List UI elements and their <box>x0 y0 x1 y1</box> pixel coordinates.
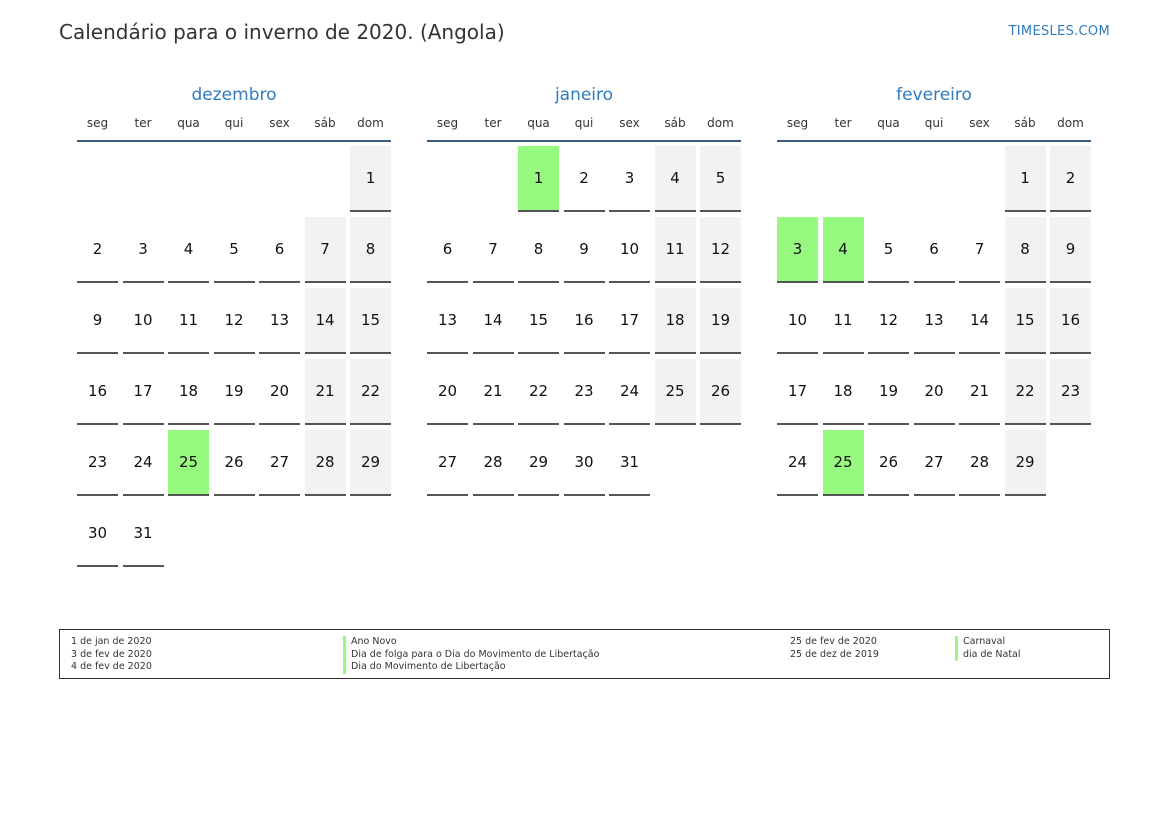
day-cell: 20 <box>914 359 955 425</box>
day-cell: 9 <box>1050 217 1091 283</box>
day-cell: 13 <box>914 288 955 354</box>
weekday-label: dom <box>357 116 384 130</box>
day-cell: 23 <box>1050 359 1091 425</box>
day-cell: 22 <box>1005 359 1046 425</box>
day-cell: 4 <box>168 217 209 283</box>
day-cell: 13 <box>259 288 300 354</box>
day-cell: 12 <box>868 288 909 354</box>
day-grid <box>77 146 391 567</box>
day-cell: 16 <box>1050 288 1091 354</box>
weekday-label: sex <box>619 116 640 130</box>
legend-holiday-name: Dia do Movimento de Libertação <box>343 661 599 674</box>
day-cell: 1 <box>350 146 391 212</box>
day-cell: 9 <box>77 288 118 354</box>
day-cell: 15 <box>518 288 559 354</box>
empty-cell <box>77 146 118 212</box>
day-cell: 26 <box>214 430 255 496</box>
weekday-label: ter <box>834 116 852 130</box>
day-cell: 27 <box>914 430 955 496</box>
empty-cell <box>959 146 1000 212</box>
day-cell: 11 <box>168 288 209 354</box>
weekday-label: sex <box>269 116 290 130</box>
weekday-header <box>777 116 1091 136</box>
month-name: dezembro <box>191 85 277 105</box>
weekday-label: qui <box>574 116 594 130</box>
legend-date: 3 de fev de 2020 <box>71 648 152 660</box>
empty-cell <box>427 146 468 212</box>
weekday-label: sáb <box>314 116 336 130</box>
legend-holiday-name: Dia de folga para o Dia do Movimento de Libertação <box>343 649 599 662</box>
day-cell: 5 <box>214 217 255 283</box>
day-cell: 16 <box>564 288 605 354</box>
day-cell: 4 <box>655 146 696 212</box>
weekday-label: qui <box>924 116 944 130</box>
day-cell: 8 <box>1005 217 1046 283</box>
weekday-header <box>427 116 741 136</box>
empty-cell <box>305 146 346 212</box>
day-cell: 19 <box>700 288 741 354</box>
legend-date: 1 de jan de 2020 <box>71 636 152 647</box>
legend-date: 25 de dez de 2019 <box>790 648 879 660</box>
day-cell: 21 <box>959 359 1000 425</box>
weekday-label: ter <box>484 116 502 130</box>
empty-cell <box>214 146 255 212</box>
empty-cell <box>823 146 864 212</box>
day-cell: 24 <box>123 430 164 496</box>
day-cell: 5 <box>868 217 909 283</box>
day-cell: 14 <box>305 288 346 354</box>
legend-dates-right <box>790 636 879 661</box>
legend-dates-left <box>71 636 152 674</box>
weekday-label: seg <box>786 116 809 130</box>
day-cell: 21 <box>305 359 346 425</box>
day-cell: 2 <box>564 146 605 212</box>
legend-date: 4 de fev de 2020 <box>71 661 152 672</box>
day-cell: 18 <box>168 359 209 425</box>
day-cell: 2 <box>1050 146 1091 212</box>
day-cell: 31 <box>123 501 164 567</box>
header-divider <box>77 140 391 142</box>
day-cell: 23 <box>564 359 605 425</box>
day-cell: 17 <box>777 359 818 425</box>
empty-cell <box>777 146 818 212</box>
weekday-label: sex <box>969 116 990 130</box>
day-cell: 28 <box>305 430 346 496</box>
day-cell: 16 <box>77 359 118 425</box>
day-cell: 29 <box>518 430 559 496</box>
day-cell: 3 <box>609 146 650 212</box>
weekday-label: sáb <box>664 116 686 130</box>
day-grid <box>427 146 741 496</box>
day-cell: 11 <box>823 288 864 354</box>
day-cell: 11 <box>655 217 696 283</box>
day-cell: 24 <box>777 430 818 496</box>
empty-cell <box>914 146 955 212</box>
day-cell: 30 <box>564 430 605 496</box>
legend-names-left <box>343 636 599 674</box>
legend-holiday-name: Carnaval <box>955 636 1021 649</box>
day-cell: 3 <box>123 217 164 283</box>
weekday-label: seg <box>86 116 109 130</box>
empty-cell <box>868 146 909 212</box>
legend-date: 25 de fev de 2020 <box>790 636 877 647</box>
weekday-label: qua <box>877 116 900 130</box>
day-cell: 24 <box>609 359 650 425</box>
weekday-label: seg <box>436 116 459 130</box>
day-cell: 14 <box>473 288 514 354</box>
day-cell: 29 <box>350 430 391 496</box>
day-cell: 23 <box>77 430 118 496</box>
holiday-day-cell: 25 <box>823 430 864 496</box>
weekday-label: ter <box>134 116 152 130</box>
day-cell: 17 <box>123 359 164 425</box>
day-cell: 10 <box>777 288 818 354</box>
weekday-label: dom <box>707 116 734 130</box>
month-name: janeiro <box>554 85 614 105</box>
day-cell: 21 <box>473 359 514 425</box>
day-cell: 20 <box>259 359 300 425</box>
day-cell: 17 <box>609 288 650 354</box>
day-cell: 25 <box>655 359 696 425</box>
day-cell: 18 <box>823 359 864 425</box>
day-cell: 27 <box>259 430 300 496</box>
day-cell: 7 <box>959 217 1000 283</box>
holiday-day-cell: 25 <box>168 430 209 496</box>
day-cell: 8 <box>518 217 559 283</box>
day-cell: 15 <box>1005 288 1046 354</box>
header-divider <box>427 140 741 142</box>
day-cell: 12 <box>700 217 741 283</box>
day-cell: 28 <box>959 430 1000 496</box>
holiday-day-cell: 4 <box>823 217 864 283</box>
day-cell: 7 <box>473 217 514 283</box>
day-cell: 2 <box>77 217 118 283</box>
weekday-label: sáb <box>1014 116 1036 130</box>
page-title: Calendário para o inverno de 2020. (Angola) <box>59 20 505 44</box>
weekday-header <box>77 116 391 136</box>
day-cell: 13 <box>427 288 468 354</box>
day-cell: 10 <box>123 288 164 354</box>
day-cell: 6 <box>427 217 468 283</box>
day-grid <box>777 146 1091 496</box>
legend-holiday-name: dia de Natal <box>955 649 1021 662</box>
weekday-label: qua <box>527 116 550 130</box>
day-cell: 22 <box>350 359 391 425</box>
day-cell: 26 <box>868 430 909 496</box>
day-cell: 1 <box>1005 146 1046 212</box>
month-december <box>77 84 391 567</box>
empty-cell <box>168 146 209 212</box>
day-cell: 6 <box>914 217 955 283</box>
header-divider <box>777 140 1091 142</box>
day-cell: 26 <box>700 359 741 425</box>
month-february <box>777 84 1091 496</box>
day-cell: 5 <box>700 146 741 212</box>
brand-link[interactable]: TIMESLES.COM <box>1008 24 1110 39</box>
day-cell: 8 <box>350 217 391 283</box>
holiday-day-cell: 3 <box>777 217 818 283</box>
day-cell: 22 <box>518 359 559 425</box>
weekday-label: qui <box>224 116 244 130</box>
day-cell: 14 <box>959 288 1000 354</box>
legend-holiday-name: Ano Novo <box>343 636 599 649</box>
day-cell: 6 <box>259 217 300 283</box>
day-cell: 31 <box>609 430 650 496</box>
day-cell: 20 <box>427 359 468 425</box>
day-cell: 9 <box>564 217 605 283</box>
weekday-label: dom <box>1057 116 1084 130</box>
day-cell: 18 <box>655 288 696 354</box>
day-cell: 7 <box>305 217 346 283</box>
day-cell: 10 <box>609 217 650 283</box>
day-cell: 28 <box>473 430 514 496</box>
day-cell: 15 <box>350 288 391 354</box>
holiday-day-cell: 1 <box>518 146 559 212</box>
day-cell: 30 <box>77 501 118 567</box>
day-cell: 12 <box>214 288 255 354</box>
day-cell: 19 <box>868 359 909 425</box>
month-january <box>427 84 741 496</box>
day-cell: 29 <box>1005 430 1046 496</box>
empty-cell <box>259 146 300 212</box>
legend-names-right <box>955 636 1021 661</box>
month-name: fevereiro <box>896 85 972 105</box>
empty-cell <box>473 146 514 212</box>
holiday-legend <box>59 629 1110 679</box>
day-cell: 19 <box>214 359 255 425</box>
weekday-label: qua <box>177 116 200 130</box>
empty-cell <box>123 146 164 212</box>
day-cell: 27 <box>427 430 468 496</box>
